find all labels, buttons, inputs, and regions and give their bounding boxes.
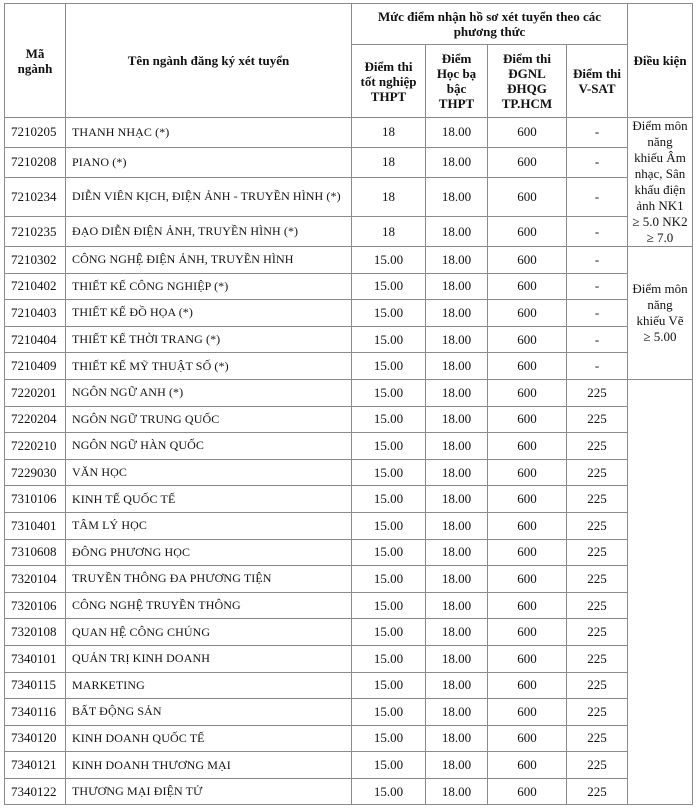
- row-dgnl: 600: [488, 177, 567, 216]
- row-hocba: 18.00: [426, 406, 488, 433]
- table-row: [5, 778, 693, 805]
- table-row: [5, 147, 693, 177]
- row-code: 7210208: [5, 147, 66, 177]
- row-hocba: 18.00: [426, 177, 488, 216]
- row-code: 7210404: [5, 326, 66, 353]
- row-code: 7320106: [5, 592, 66, 619]
- row-vsat: 225: [567, 433, 628, 460]
- row-dgnl: 600: [488, 300, 567, 327]
- condition-design: Điểm môn năng khiếu Vẽ ≥ 5.00: [628, 247, 693, 380]
- table-row: [5, 379, 693, 406]
- row-hocba: 18.00: [426, 752, 488, 779]
- row-dgnl: 600: [488, 459, 567, 486]
- row-thpt: 18: [352, 217, 426, 247]
- row-code: 7229030: [5, 459, 66, 486]
- row-vsat: 225: [567, 699, 628, 726]
- row-dgnl: 600: [488, 326, 567, 353]
- row-hocba: 18.00: [426, 699, 488, 726]
- row-vsat: 225: [567, 406, 628, 433]
- row-code: 7320108: [5, 619, 66, 646]
- row-name: QUẢN TRỊ KINH DOANH: [66, 645, 352, 672]
- row-name: CÔNG NGHỆ TRUYỀN THÔNG: [66, 592, 352, 619]
- row-code: 7210302: [5, 247, 66, 274]
- row-thpt: 15.00: [352, 699, 426, 726]
- row-thpt: 15.00: [352, 379, 426, 406]
- row-code: 7310401: [5, 512, 66, 539]
- row-code: 7340120: [5, 725, 66, 752]
- row-hocba: 18.00: [426, 118, 488, 148]
- row-name: MARKETING: [66, 672, 352, 699]
- row-name: CÔNG NGHỆ ĐIỆN ẢNH, TRUYỀN HÌNH: [66, 247, 352, 274]
- table-row: [5, 539, 693, 566]
- row-name: DIỄN VIÊN KỊCH, ĐIỆN ẢNH - TRUYỀN HÌNH (*): [66, 177, 352, 216]
- table-row: [5, 406, 693, 433]
- row-dgnl: 600: [488, 619, 567, 646]
- table-row: [5, 247, 693, 274]
- row-vsat: 225: [567, 592, 628, 619]
- row-hocba: 18.00: [426, 353, 488, 380]
- row-vsat: 225: [567, 752, 628, 779]
- row-code: 7210205: [5, 118, 66, 148]
- header-group: Mức điểm nhận hồ sơ xét tuyển theo các phương thức: [352, 4, 628, 45]
- table-row: [5, 217, 693, 247]
- header-hocba: Điểm Học bạ bậc THPT: [426, 45, 488, 118]
- row-dgnl: 600: [488, 752, 567, 779]
- row-thpt: 15.00: [352, 247, 426, 274]
- row-vsat: 225: [567, 645, 628, 672]
- row-name: NGÔN NGỮ TRUNG QUỐC: [66, 406, 352, 433]
- row-vsat: 225: [567, 778, 628, 805]
- row-code: 7320104: [5, 566, 66, 593]
- row-thpt: 15.00: [352, 645, 426, 672]
- row-thpt: 15.00: [352, 353, 426, 380]
- row-code: 7340121: [5, 752, 66, 779]
- row-vsat: 225: [567, 379, 628, 406]
- row-name: THIẾT KẾ CÔNG NGHIỆP (*): [66, 273, 352, 300]
- row-dgnl: 600: [488, 539, 567, 566]
- row-dgnl: 600: [488, 778, 567, 805]
- row-vsat: 225: [567, 619, 628, 646]
- table-row: [5, 486, 693, 513]
- row-name: PIANO (*): [66, 147, 352, 177]
- header-vsat: Điểm thi V-SAT: [567, 45, 628, 118]
- row-name: NGÔN NGỮ ANH (*): [66, 379, 352, 406]
- row-code: 7310106: [5, 486, 66, 513]
- row-hocba: 18.00: [426, 217, 488, 247]
- row-thpt: 15.00: [352, 566, 426, 593]
- table-row: [5, 725, 693, 752]
- header-dgnl: Điểm thi ĐGNL ĐHQG TP.HCM: [488, 45, 567, 118]
- table-row: [5, 752, 693, 779]
- row-vsat: 225: [567, 672, 628, 699]
- row-thpt: 15.00: [352, 725, 426, 752]
- row-hocba: 18.00: [426, 672, 488, 699]
- row-vsat: 225: [567, 725, 628, 752]
- row-thpt: 15.00: [352, 486, 426, 513]
- row-code: 7210235: [5, 217, 66, 247]
- row-hocba: 18.00: [426, 725, 488, 752]
- row-name: ĐÔNG PHƯƠNG HỌC: [66, 539, 352, 566]
- row-thpt: 15.00: [352, 433, 426, 460]
- table-row: [5, 118, 693, 148]
- row-dgnl: 600: [488, 273, 567, 300]
- row-code: 7340101: [5, 645, 66, 672]
- row-vsat: -: [567, 177, 628, 216]
- row-thpt: 15.00: [352, 459, 426, 486]
- row-hocba: 18.00: [426, 273, 488, 300]
- row-name: TÂM LÝ HỌC: [66, 512, 352, 539]
- row-code: 7220204: [5, 406, 66, 433]
- row-vsat: -: [567, 353, 628, 380]
- row-name: KINH TẾ QUỐC TẾ: [66, 486, 352, 513]
- row-thpt: 18: [352, 177, 426, 216]
- row-dgnl: 600: [488, 353, 567, 380]
- row-code: 7340115: [5, 672, 66, 699]
- table-row: [5, 353, 693, 380]
- row-hocba: 18.00: [426, 379, 488, 406]
- admission-score-table: [4, 3, 693, 805]
- row-dgnl: 600: [488, 725, 567, 752]
- row-dgnl: 600: [488, 379, 567, 406]
- condition-music: Điểm môn năng khiếu Âm nhạc, Sân khấu điện ảnh NK1 ≥ 5.0 NK2 ≥ 7.0: [628, 118, 693, 247]
- row-hocba: 18.00: [426, 592, 488, 619]
- row-thpt: 15.00: [352, 512, 426, 539]
- table-row: [5, 459, 693, 486]
- row-code: 7210234: [5, 177, 66, 216]
- row-dgnl: 600: [488, 486, 567, 513]
- row-vsat: -: [567, 118, 628, 148]
- header-thpt: Điểm thi tốt nghiệp THPT: [352, 45, 426, 118]
- row-thpt: 15.00: [352, 273, 426, 300]
- row-code: 7220201: [5, 379, 66, 406]
- row-hocba: 18.00: [426, 147, 488, 177]
- row-vsat: -: [567, 217, 628, 247]
- table-row: [5, 619, 693, 646]
- header-name: Tên ngành đăng ký xét tuyển: [66, 4, 352, 118]
- row-dgnl: 600: [488, 406, 567, 433]
- row-vsat: 225: [567, 459, 628, 486]
- row-hocba: 18.00: [426, 645, 488, 672]
- row-dgnl: 600: [488, 566, 567, 593]
- row-name: QUAN HỆ CÔNG CHÚNG: [66, 619, 352, 646]
- row-hocba: 18.00: [426, 778, 488, 805]
- row-hocba: 18.00: [426, 247, 488, 274]
- row-dgnl: 600: [488, 672, 567, 699]
- row-code: 7210402: [5, 273, 66, 300]
- header-condition: Điều kiện: [628, 4, 693, 118]
- row-hocba: 18.00: [426, 433, 488, 460]
- row-vsat: -: [567, 247, 628, 274]
- row-vsat: 225: [567, 512, 628, 539]
- row-hocba: 18.00: [426, 566, 488, 593]
- row-code: 7210409: [5, 353, 66, 380]
- row-vsat: -: [567, 147, 628, 177]
- row-code: 7210403: [5, 300, 66, 327]
- row-dgnl: 600: [488, 592, 567, 619]
- row-vsat: 225: [567, 539, 628, 566]
- table-row: [5, 273, 693, 300]
- row-hocba: 18.00: [426, 539, 488, 566]
- header-code: Mã ngành: [5, 4, 66, 118]
- row-vsat: 225: [567, 566, 628, 593]
- table-row: [5, 512, 693, 539]
- row-name: TRUYỀN THÔNG ĐA PHƯƠNG TIỆN: [66, 566, 352, 593]
- row-thpt: 18: [352, 147, 426, 177]
- row-thpt: 15.00: [352, 619, 426, 646]
- row-vsat: 225: [567, 486, 628, 513]
- table-row: [5, 566, 693, 593]
- row-code: 7310608: [5, 539, 66, 566]
- row-dgnl: 600: [488, 645, 567, 672]
- row-code: 7340122: [5, 778, 66, 805]
- row-dgnl: 600: [488, 433, 567, 460]
- row-thpt: 18: [352, 118, 426, 148]
- row-name: THANH NHẠC (*): [66, 118, 352, 148]
- table-row: [5, 592, 693, 619]
- row-thpt: 15.00: [352, 406, 426, 433]
- row-name: ĐẠO DIỄN ĐIỆN ẢNH, TRUYỀN HÌNH (*): [66, 217, 352, 247]
- row-thpt: 15.00: [352, 778, 426, 805]
- table-row: [5, 326, 693, 353]
- table-row: [5, 433, 693, 460]
- row-vsat: -: [567, 326, 628, 353]
- condition-empty: [628, 379, 693, 805]
- row-hocba: 18.00: [426, 300, 488, 327]
- row-vsat: -: [567, 273, 628, 300]
- table-row: [5, 699, 693, 726]
- table-row: [5, 645, 693, 672]
- row-name: NGÔN NGỮ HÀN QUỐC: [66, 433, 352, 460]
- row-name: KINH DOANH THƯƠNG MẠI: [66, 752, 352, 779]
- row-dgnl: 600: [488, 512, 567, 539]
- row-hocba: 18.00: [426, 459, 488, 486]
- table-row: [5, 300, 693, 327]
- row-dgnl: 600: [488, 147, 567, 177]
- row-code: 7220210: [5, 433, 66, 460]
- row-name: THIẾT KẾ ĐỒ HỌA (*): [66, 300, 352, 327]
- row-hocba: 18.00: [426, 619, 488, 646]
- row-hocba: 18.00: [426, 512, 488, 539]
- row-thpt: 15.00: [352, 592, 426, 619]
- row-name: KINH DOANH QUỐC TẾ: [66, 725, 352, 752]
- row-dgnl: 600: [488, 247, 567, 274]
- table-row: [5, 672, 693, 699]
- row-dgnl: 600: [488, 217, 567, 247]
- table-row: [5, 177, 693, 216]
- row-thpt: 15.00: [352, 539, 426, 566]
- row-thpt: 15.00: [352, 752, 426, 779]
- row-thpt: 15.00: [352, 326, 426, 353]
- row-name: VĂN HỌC: [66, 459, 352, 486]
- row-hocba: 18.00: [426, 486, 488, 513]
- row-code: 7340116: [5, 699, 66, 726]
- row-dgnl: 600: [488, 699, 567, 726]
- row-name: THIẾT KẾ THỜI TRANG (*): [66, 326, 352, 353]
- row-name: THƯƠNG MẠI ĐIỆN TỬ: [66, 778, 352, 805]
- row-thpt: 15.00: [352, 672, 426, 699]
- row-name: BẤT ĐỘNG SẢN: [66, 699, 352, 726]
- row-hocba: 18.00: [426, 326, 488, 353]
- row-dgnl: 600: [488, 118, 567, 148]
- row-name: THIẾT KẾ MỸ THUẬT SỐ (*): [66, 353, 352, 380]
- row-vsat: -: [567, 300, 628, 327]
- row-thpt: 15.00: [352, 300, 426, 327]
